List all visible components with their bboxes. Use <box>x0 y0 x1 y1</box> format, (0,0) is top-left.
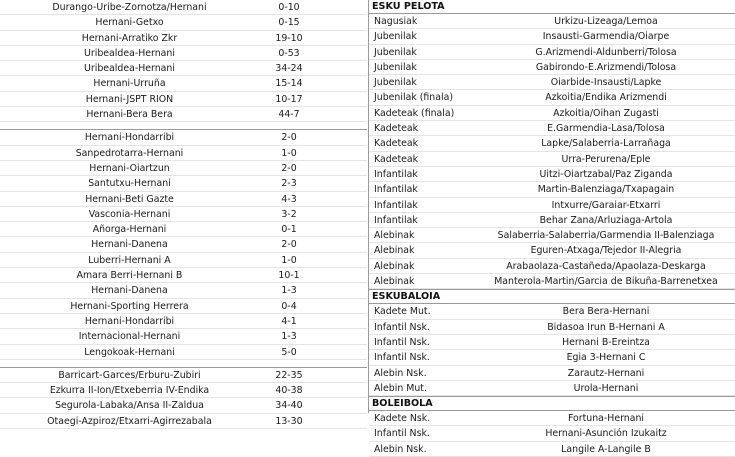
match-score: 2-3 <box>281 178 297 190</box>
fixture-row <box>369 350 735 365</box>
result-row <box>0 314 367 329</box>
fixture-category: Jubenilak <box>374 31 417 43</box>
match-teams: Hernani-JSPT RION <box>85 93 174 105</box>
fixture-match: Hernani-Asunción Izukaitz <box>545 428 667 440</box>
fixture-row <box>369 106 735 121</box>
fixture-category: Infantil Nsk. <box>374 428 430 440</box>
result-row <box>0 414 367 429</box>
fixture-row <box>369 304 735 319</box>
match-score: 40-38 <box>275 385 303 397</box>
fixture-row <box>369 259 735 274</box>
fixture-category: Alebin Nsk. <box>374 367 427 379</box>
match-teams: Hernani-Arratiko Zkr <box>81 32 178 44</box>
match-score: 10-1 <box>278 270 300 282</box>
section-title: ESKU PELOTA <box>369 0 735 14</box>
result-row <box>0 107 367 122</box>
fixture-category: Alebin Mut. <box>374 382 427 394</box>
match-teams: Hernani-Bera Bera <box>86 109 173 121</box>
fixture-category: Kadete Nsk. <box>374 413 431 425</box>
result-row <box>0 237 367 252</box>
fixture-row <box>369 274 735 289</box>
fixture-match: Urra-Perurena/Eple <box>561 153 651 165</box>
match-score: 0-53 <box>278 47 300 59</box>
fixture-category: Infantil Nsk. <box>374 336 430 348</box>
fixture-row <box>369 136 735 151</box>
fixture-category: Alebinak <box>374 276 415 288</box>
match-score: 13-30 <box>275 415 303 427</box>
fixture-category: Alebinak <box>374 245 415 257</box>
results-column <box>0 0 367 429</box>
match-teams: Segurola-Labaka/Ansa II-Zaldua <box>55 400 204 412</box>
fixture-category: Infantilak <box>374 184 418 196</box>
fixture-match: Arabaolaza-Castañeda/Apaolaza-Deskarga <box>506 260 706 272</box>
fixture-row <box>369 442 735 457</box>
fixture-match: Manterola-Martin/Garcia de Bikuña-Barrenetxea <box>494 276 718 288</box>
match-score: 0-10 <box>278 2 300 13</box>
match-score: 34-40 <box>275 400 303 412</box>
fixture-category: Alebinak <box>374 230 415 242</box>
match-score: 10-17 <box>275 93 303 105</box>
fixture-row <box>369 90 735 105</box>
fixture-match: Hernani B-Ereintza <box>562 336 650 348</box>
match-teams: Añorga-Hernani <box>92 224 167 236</box>
fixture-category: Kadeteak <box>374 153 419 165</box>
fixture-category: Jubenilak <box>374 77 417 89</box>
fixture-row <box>369 60 735 75</box>
fixture-category: Infantil Nsk. <box>374 321 430 333</box>
result-row <box>0 283 367 298</box>
fixture-category: Nagusiak <box>374 16 418 27</box>
match-score: 2-0 <box>281 239 297 251</box>
fixture-row <box>369 29 735 44</box>
fixture-match: Azkoitia/Oihan Zugasti <box>553 107 659 119</box>
match-score: 5-0 <box>281 346 297 358</box>
match-teams: Ezkurra II-Ion/Etxeberria IV-Endika <box>49 385 210 397</box>
result-row <box>0 146 367 161</box>
match-score: 1-3 <box>281 285 297 297</box>
fixture-match: Lapke/Salaberria-Larrañaga <box>541 138 671 150</box>
fixture-category: Jubenilak <box>374 61 417 73</box>
match-teams: Hernani-Hondarribi <box>84 132 175 144</box>
match-score: 2-0 <box>281 162 297 174</box>
fixture-row <box>369 381 735 396</box>
fixture-row <box>369 121 735 136</box>
match-teams: Santutxu-Hernani <box>88 178 171 190</box>
fixture-list <box>369 304 735 396</box>
fixture-match: Bera Bera-Hernani <box>562 306 650 318</box>
result-row <box>0 207 367 222</box>
results-block-rugby <box>0 0 367 122</box>
match-teams: Hernani-Beti Gazte <box>85 193 174 205</box>
fixture-category: Kadeteak <box>374 138 419 150</box>
fixture-row <box>369 243 735 258</box>
block-divider <box>0 360 367 368</box>
result-row <box>0 46 367 61</box>
result-row <box>0 222 367 237</box>
fixture-match: Insausti-Garmendia/Oiarpe <box>542 31 670 43</box>
fixture-match: Fortuna-Hernani <box>567 413 645 425</box>
fixture-match: Egia 3-Hernani C <box>566 352 646 364</box>
fixture-match: Behar Zana/Arluziaga-Artola <box>539 214 673 226</box>
fixture-match: Gabirondo-E.Arizmendi/Tolosa <box>535 61 677 73</box>
match-teams: Barricart-Garces/Erburu-Zubiri <box>58 369 201 381</box>
match-teams: Vasconia-Hernani <box>88 208 171 220</box>
fixture-row <box>369 411 735 426</box>
match-score: 1-3 <box>281 331 297 343</box>
result-row <box>0 253 367 268</box>
match-teams: Lengokoak-Hernani <box>84 346 175 358</box>
fixture-row <box>369 182 735 197</box>
fixture-row <box>369 228 735 243</box>
fixture-category: Jubenilak (finala) <box>374 92 453 104</box>
section-title: BOLEIBOLA <box>369 396 735 411</box>
match-teams: Hernani-Urruña <box>93 78 166 90</box>
fixture-match: Oiarbide-Insausti/Lapke <box>550 77 662 89</box>
match-teams: Otaegi-Azpiroz/Etxarri-Agirrezabala <box>47 415 212 427</box>
section-title: ESKUBALOIA <box>369 289 735 304</box>
fixture-match: G.Arizmendi-Aldunberri/Tolosa <box>535 46 677 58</box>
match-score: 1-0 <box>281 254 297 266</box>
result-row <box>0 76 367 91</box>
fixture-category: Kadete Mut. <box>374 306 431 318</box>
fixture-list <box>369 14 735 289</box>
match-score: 4-1 <box>281 315 297 327</box>
fixture-category: Infantilak <box>374 199 418 211</box>
match-score: 0-1 <box>281 224 297 236</box>
result-row <box>0 299 367 314</box>
match-teams: Hernani-Danena <box>91 239 168 251</box>
fixture-match: E.Garmendia-Lasa/Tolosa <box>547 123 665 135</box>
fixture-row <box>369 335 735 350</box>
result-row <box>0 0 367 15</box>
result-row <box>0 383 367 398</box>
fixture-category: Kadeteak <box>374 123 419 135</box>
match-teams: Internacional-Hernani <box>78 331 181 343</box>
fixture-match: Eguren-Atxaga/Tejedor II-Alegria <box>530 245 682 257</box>
match-score: 3-2 <box>281 208 297 220</box>
result-row <box>0 61 367 76</box>
fixture-match: Salaberria-Salaberria/Garmendia II-Balenziaga <box>497 230 715 242</box>
fixture-match: Azkoitia/Endika Arizmendi <box>545 92 667 104</box>
fixture-category: Infantilak <box>374 168 418 180</box>
match-score: 44-7 <box>278 109 300 121</box>
fixture-category: Alebin Nsk. <box>374 443 427 455</box>
match-teams: Uribealdea-Hernani <box>84 63 175 75</box>
fixture-match: Urola-Hernani <box>573 382 639 394</box>
match-teams: Amara Berri-Hernani B <box>76 270 183 282</box>
match-teams: Uribealdea-Hernani <box>84 47 175 59</box>
result-row <box>0 368 367 383</box>
match-score: 34-24 <box>275 63 303 75</box>
fixture-category: Alebinak <box>374 260 415 272</box>
result-row <box>0 92 367 107</box>
fixture-category: Kadeteak (finala) <box>374 107 455 119</box>
match-score: 1-0 <box>281 147 297 159</box>
fixture-match: Zarautz-Hernani <box>567 367 645 379</box>
fixture-match: Urkizu-Lizeaga/Lemoa <box>554 16 658 27</box>
fixture-match: Uitzi-Oiartzabal/Paz Ziganda <box>539 168 673 180</box>
fixture-row <box>369 152 735 167</box>
result-row <box>0 398 367 413</box>
match-teams: Sanpedrotarra-Hernani <box>75 147 184 159</box>
fixture-list <box>369 411 735 457</box>
fixture-row <box>369 366 735 381</box>
match-teams: Hernani-Getxo <box>95 17 164 29</box>
block-divider <box>0 122 367 130</box>
fixtures-column <box>368 0 735 455</box>
result-row <box>0 345 367 360</box>
match-score: 4-3 <box>281 193 297 205</box>
result-row <box>0 176 367 191</box>
fixture-row <box>369 198 735 213</box>
fixture-match: Bidasoa Irun B-Hernani A <box>547 321 665 333</box>
fixture-row <box>369 320 735 335</box>
match-score: 0-4 <box>281 300 297 312</box>
match-teams: Luberri-Hernani A <box>88 254 171 266</box>
result-row <box>0 130 367 145</box>
result-row <box>0 161 367 176</box>
match-teams: Hernani-Oiartzun <box>89 162 170 174</box>
match-teams: Hernani-Sporting Herrera <box>70 300 189 312</box>
result-row <box>0 15 367 30</box>
match-score: 19-10 <box>275 32 303 44</box>
result-row <box>0 31 367 46</box>
fixture-row <box>369 213 735 228</box>
match-score: 0-15 <box>278 17 300 29</box>
fixture-row <box>369 426 735 441</box>
match-score: 22-35 <box>275 369 303 381</box>
match-teams: Hernani-Danena <box>91 285 168 297</box>
result-row <box>0 268 367 283</box>
fixture-row <box>369 14 735 29</box>
fixture-match: Martin-Balenziaga/Txapagain <box>537 184 675 196</box>
results-block-football <box>0 130 367 359</box>
result-row <box>0 329 367 344</box>
fixture-category: Infantilak <box>374 214 418 226</box>
fixture-row <box>369 167 735 182</box>
fixture-category: Infantil Nsk. <box>374 352 430 364</box>
match-teams: Hernani-Hondarribi <box>84 315 175 327</box>
fixture-category: Jubenilak <box>374 46 417 58</box>
match-score: 15-14 <box>275 78 303 90</box>
fixture-row <box>369 75 735 90</box>
fixture-match: Intxurre/Garaiar-Etxarri <box>551 199 661 211</box>
fixture-match: Langile A-Langile B <box>561 443 651 455</box>
fixture-row <box>369 45 735 60</box>
result-row <box>0 192 367 207</box>
match-score: 2-0 <box>281 132 297 144</box>
results-block-pelota <box>0 368 367 429</box>
match-teams: Durango-Uribe-Zornotza/Hernani <box>52 2 207 13</box>
